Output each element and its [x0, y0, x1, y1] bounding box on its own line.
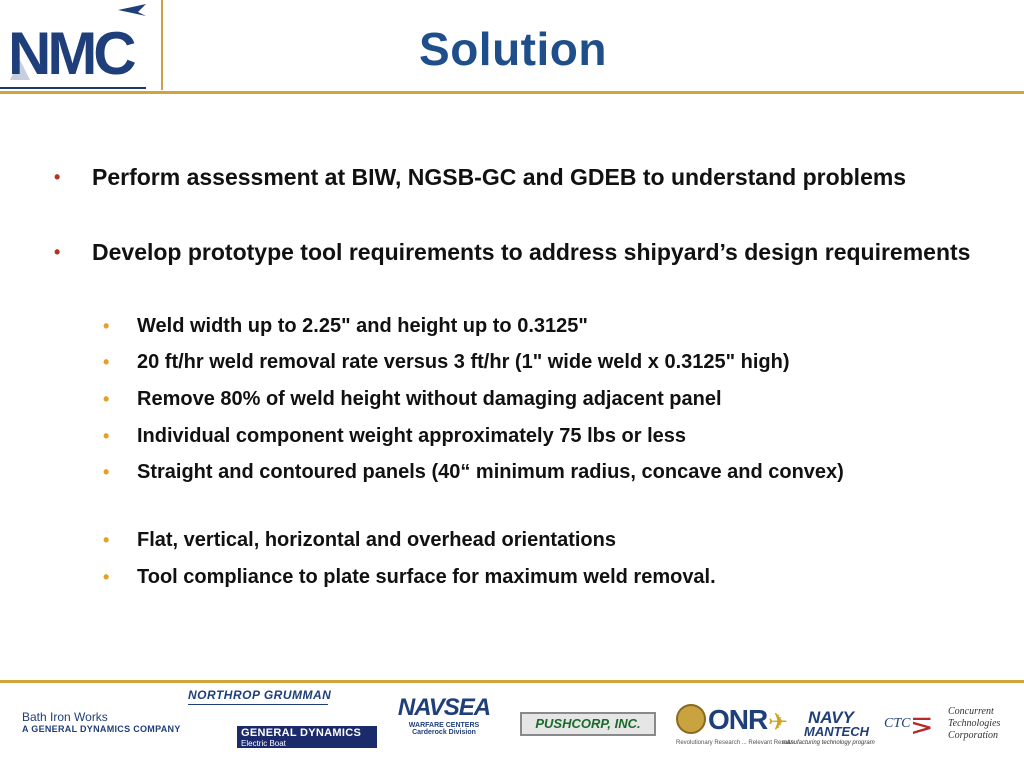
northrop-grumman-logo: NORTHROP GRUMMAN: [188, 688, 332, 702]
bullet-dot-icon: •: [54, 167, 61, 187]
bath-iron-works-logo: [22, 710, 181, 734]
sub-bullet-dot-icon: •: [103, 426, 110, 446]
northrop-underline: [188, 704, 328, 705]
svg-text:NMC: NMC: [8, 20, 133, 86]
bullet-1-text: Perform assessment at BIW, NGSB-GC and GDEB to understand problems: [92, 164, 907, 190]
bullet-2: [54, 235, 982, 269]
navsea-title: NAVSEA: [397, 694, 491, 721]
bullet-1: [54, 160, 982, 194]
sub-bullet-text: Individual component weight approximately 75 lbs or less: [137, 425, 687, 447]
pushcorp-logo: PUSHCORP, INC.: [520, 712, 656, 736]
sub-bullet-dot-icon: •: [103, 316, 110, 336]
bullet-2-text: Develop prototype tool requirements to address shipyard’s design requirements: [92, 239, 971, 265]
onr-seal-icon: [676, 704, 706, 734]
sub-bullet-text: Flat, vertical, horizontal and overhead orientations: [137, 529, 616, 551]
sub-bullet-dot-icon: •: [103, 462, 110, 482]
gd-title: GENERAL DYNAMICS: [241, 727, 362, 739]
footer-rule: [0, 680, 1024, 683]
mantech-tagline: manufacturing technology program: [782, 740, 875, 746]
sub-bullet-dot-icon: •: [103, 530, 110, 550]
onr-title: ONR: [708, 704, 768, 735]
ctc-name-line2: Technologies: [948, 718, 1001, 729]
ctc-name-line3: Corporation: [948, 730, 999, 741]
sub-bullet-text: 20 ft/hr weld removal rate versus 3 ft/hr (1" wide weld x 0.3125" high): [137, 351, 790, 373]
sub-bullet-2: [103, 347, 987, 377]
sub-bullet-4: [103, 421, 987, 451]
general-dynamics-logo: [237, 726, 377, 748]
ctc-symbol-icon: ⋝: [910, 710, 934, 741]
ctc-mark: CTC: [884, 716, 911, 731]
mantech-title: MANTECH: [804, 724, 869, 739]
sub-bullet-dot-icon: •: [103, 567, 110, 587]
bullet-dot-icon: •: [54, 242, 61, 262]
sub-bullet-3: [103, 384, 987, 414]
nmc-logo: [0, 0, 162, 90]
sub-bullet-text: Remove 80% of weld height without damaging adjacent panel: [137, 388, 722, 410]
slide-title: Solution: [419, 23, 607, 75]
sub-bullet-6: [103, 525, 987, 555]
onr-tagline: Revolutionary Research ... Relevant Results: [676, 740, 794, 746]
ctc-name: [948, 706, 1000, 742]
gd-subtitle: Electric Boat: [241, 739, 286, 748]
ctc-name-line1: Concurrent: [948, 706, 994, 717]
biw-name: Bath Iron Works: [22, 710, 108, 724]
biw-tagline: A GENERAL DYNAMICS COMPANY: [22, 724, 181, 734]
logo-underline: [0, 87, 146, 89]
sub-bullet-dot-icon: •: [103, 389, 110, 409]
navy-title: NAVY: [808, 708, 854, 727]
navsea-sub1: WARFARE CENTERS: [408, 722, 480, 729]
sub-bullet-text: Straight and contoured panels (40“ minimum radius, concave and convex): [137, 461, 844, 483]
sponsor-logos: [0, 686, 1024, 768]
star-icon: ✈: [768, 709, 789, 736]
sub-bullet-text: Weld width up to 2.25" and height up to 0.3125": [137, 315, 588, 337]
sub-bullet-dot-icon: •: [103, 352, 110, 372]
navsea-logo: [392, 694, 496, 736]
sub-bullet-5: [103, 457, 987, 487]
sub-bullet-7: [103, 562, 987, 592]
header-rule: [0, 91, 1024, 94]
sub-bullet-text: Tool compliance to plate surface for maximum weld removal.: [137, 566, 716, 588]
navsea-sub2: Carderock Division: [412, 729, 476, 736]
sub-bullet-1: [103, 311, 987, 341]
nmc-logo-icon: [0, 0, 150, 86]
